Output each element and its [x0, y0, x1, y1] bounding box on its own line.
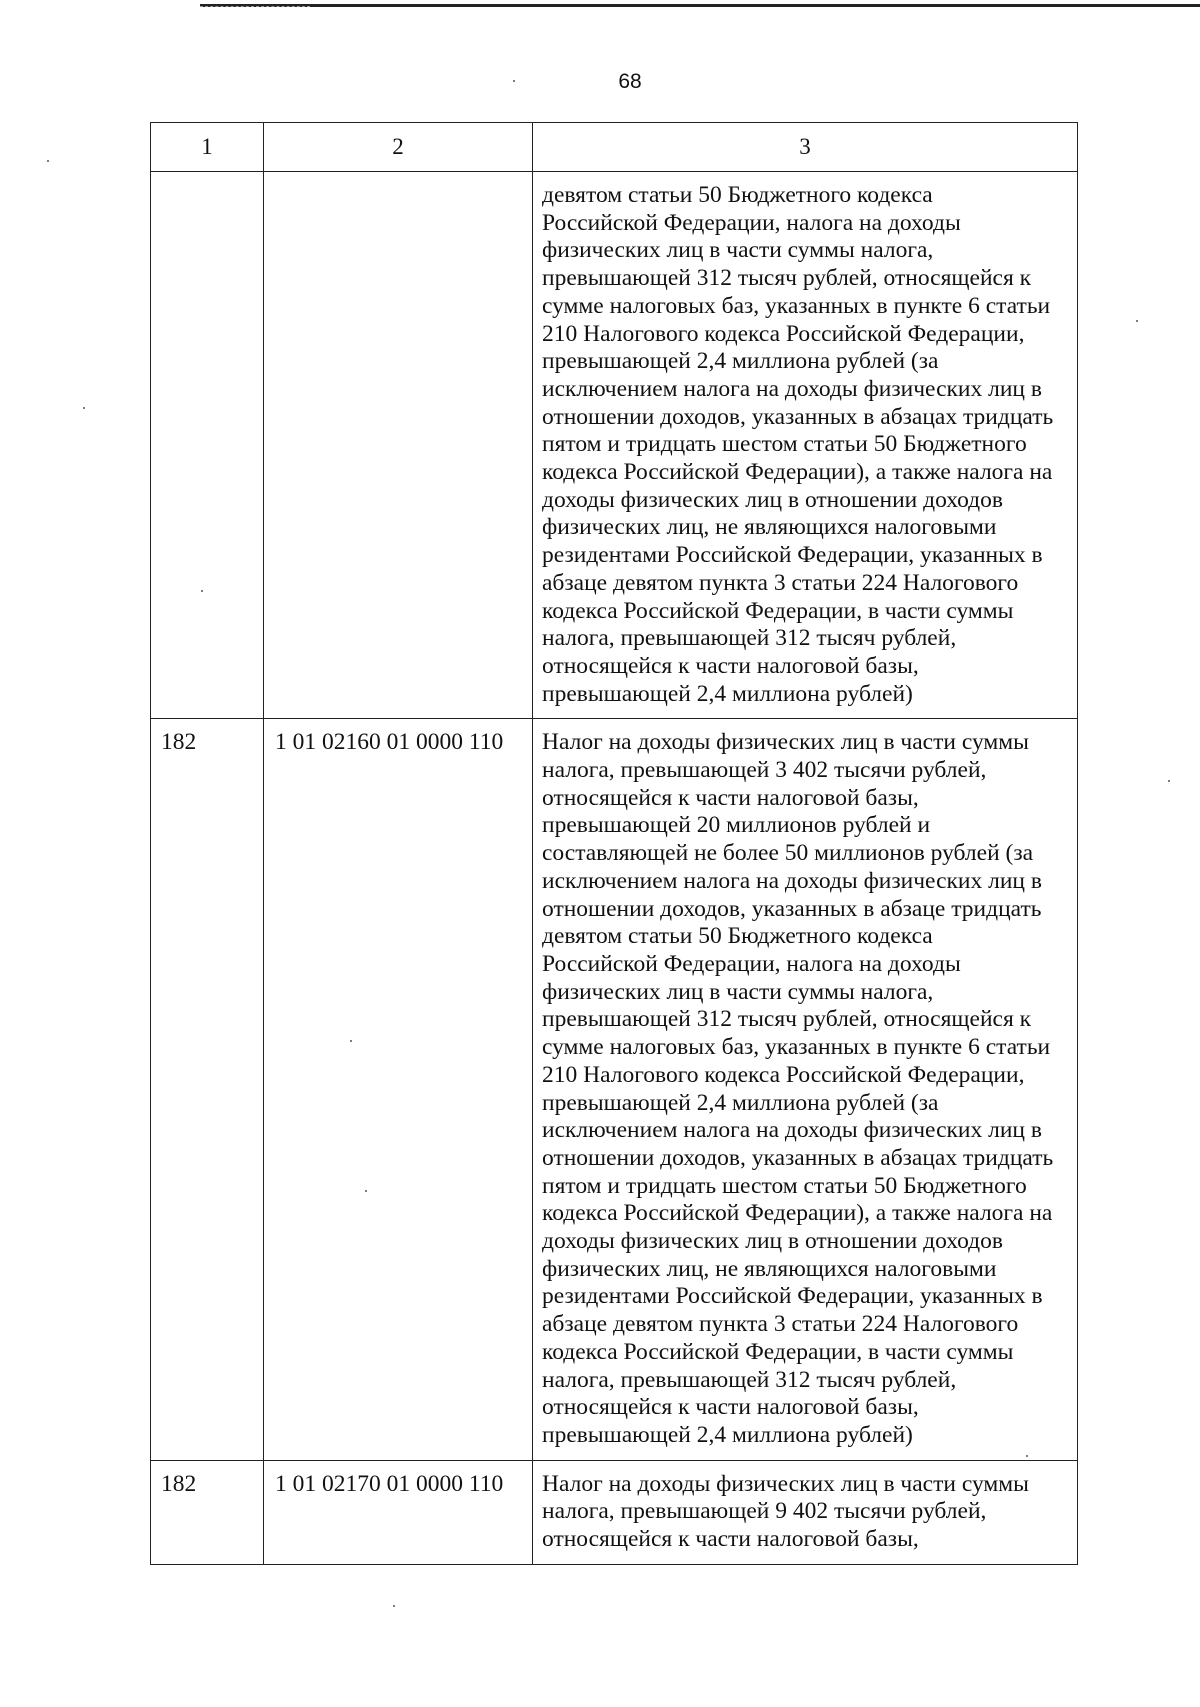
description-line: превышающей 312 тысяч рублей, относящейся к	[542, 265, 1032, 292]
description-line: превышающей 2,4 миллиона рублей)	[542, 1421, 913, 1448]
scan-speck	[201, 590, 203, 592]
description-line: налога, превышающей 9 402 тысячи рублей,	[542, 1498, 987, 1525]
description-line: превышающей 2,4 миллиона рублей (за	[542, 348, 939, 375]
description-line: исключением налога на доходы физических лиц в	[542, 867, 1042, 894]
table-row	[151, 719, 1078, 1460]
scan-speck	[83, 407, 85, 409]
description-line: сумме налоговых баз, указанных в пункте 6 статьи	[542, 292, 1051, 319]
description-line: относящейся к части налоговой базы,	[542, 652, 919, 679]
description-line: пятом и тридцать шестом статьи 50 Бюджетного	[542, 431, 1027, 458]
description-line: кодекса Российской Федерации), а также налога на	[542, 1200, 1053, 1227]
description-line: сумме налоговых баз, указанных в пункте 6 статьи	[542, 1034, 1051, 1061]
description-line: отношении доходов, указанных в абзацах тридцать	[542, 1144, 1054, 1171]
description-line: резидентами Российской Федерации, указанных в	[542, 542, 1043, 569]
scan-speck	[393, 1605, 395, 1607]
description-line: абзаце девятом пункта 3 статьи 224 Налогового	[542, 1311, 1019, 1338]
description-line: превышающей 2,4 миллиона рублей)	[542, 680, 913, 707]
header-col-2: 2	[264, 123, 533, 172]
description-line: резидентами Российской Федерации, указанных в	[542, 1283, 1043, 1310]
header-col-3: 3	[533, 123, 1078, 172]
top-scan-edge	[200, 4, 1200, 7]
scan-speck	[1026, 1455, 1028, 1457]
scan-speck	[1136, 320, 1138, 322]
description-line: исключением налога на доходы физических лиц в	[542, 375, 1042, 402]
description-line: кодекса Российской Федерации), а также налога на	[542, 459, 1053, 486]
description-line: Налог на доходы физических лиц в части суммы	[542, 729, 1029, 756]
header-col-1: 1	[151, 123, 264, 172]
scan-speck	[365, 1190, 367, 1192]
description-line: физических лиц, не являющихся налоговыми	[542, 1255, 997, 1282]
description-line: относящейся к части налоговой базы,	[542, 1394, 919, 1421]
scan-speck	[513, 80, 515, 82]
table-header-row	[151, 123, 1078, 172]
description-line: превышающей 20 миллионов рублей и	[542, 812, 931, 839]
admin-code-cell: 182	[151, 1460, 264, 1564]
description-line: отношении доходов, указанных в абзаце тридцать	[542, 895, 1042, 922]
description-line: превышающей 312 тысяч рублей, относящейся к	[542, 1006, 1032, 1033]
kbk-code-cell	[264, 172, 533, 719]
kbk-code-cell: 1 01 02170 01 0000 110	[264, 1460, 533, 1564]
description-line: отношении доходов, указанных в абзацах тридцать	[542, 403, 1054, 430]
top-scan-edge-faint	[200, 6, 310, 7]
description-line: абзаце девятом пункта 3 статьи 224 Налогового	[542, 569, 1019, 596]
table-row	[151, 1460, 1078, 1564]
description-line: девятом статьи 50 Бюджетного кодекса	[542, 923, 933, 950]
description-line: доходы физических лиц в отношении доходов	[542, 1228, 1003, 1255]
description-cell	[533, 172, 1078, 719]
admin-code-cell	[151, 172, 264, 719]
description-line: налога, превышающей 312 тысяч рублей,	[542, 625, 957, 652]
description-line: Российской Федерации, налога на доходы	[542, 209, 961, 236]
description-line: 210 Налогового кодекса Российской Федерации,	[542, 320, 1025, 347]
description-line: исключением налога на доходы физических лиц в	[542, 1117, 1042, 1144]
description-line: кодекса Российской Федерации, в части суммы	[542, 597, 1014, 624]
budget-classification-table	[150, 122, 1078, 1565]
description-cell	[533, 719, 1078, 1460]
description-line: физических лиц, не являющихся налоговыми	[542, 514, 997, 541]
description-line: превышающей 2,4 миллиона рублей (за	[542, 1089, 939, 1116]
scan-speck	[350, 1040, 352, 1042]
table-row	[151, 172, 1078, 719]
description-line: кодекса Российской Федерации, в части суммы	[542, 1338, 1014, 1365]
admin-code-cell: 182	[151, 719, 264, 1460]
description-line: относящейся к части налоговой базы,	[542, 1526, 919, 1553]
description-line: относящейся к части налоговой базы,	[542, 784, 919, 811]
kbk-code-cell: 1 01 02160 01 0000 110	[264, 719, 533, 1460]
description-line: 210 Налогового кодекса Российской Федерации,	[542, 1061, 1025, 1088]
page-number: 68	[618, 70, 642, 93]
description-line: Налог на доходы физических лиц в части суммы	[542, 1470, 1029, 1497]
description-line: пятом и тридцать шестом статьи 50 Бюджетного	[542, 1172, 1027, 1199]
description-line: налога, превышающей 312 тысяч рублей,	[542, 1366, 957, 1393]
description-line: составляющей не более 50 миллионов рублей (за	[542, 840, 1034, 867]
description-line: девятом статьи 50 Бюджетного кодекса	[542, 182, 933, 208]
description-line: физических лиц в части суммы налога,	[542, 237, 934, 264]
scan-speck	[1168, 780, 1170, 782]
scan-speck	[47, 160, 49, 162]
description-line: налога, превышающей 3 402 тысячи рублей,	[542, 757, 987, 784]
description-line: физических лиц в части суммы налога,	[542, 978, 934, 1005]
description-line: доходы физических лиц в отношении доходов	[542, 486, 1003, 513]
description-cell	[533, 1460, 1078, 1564]
description-line: Российской Федерации, налога на доходы	[542, 950, 961, 977]
